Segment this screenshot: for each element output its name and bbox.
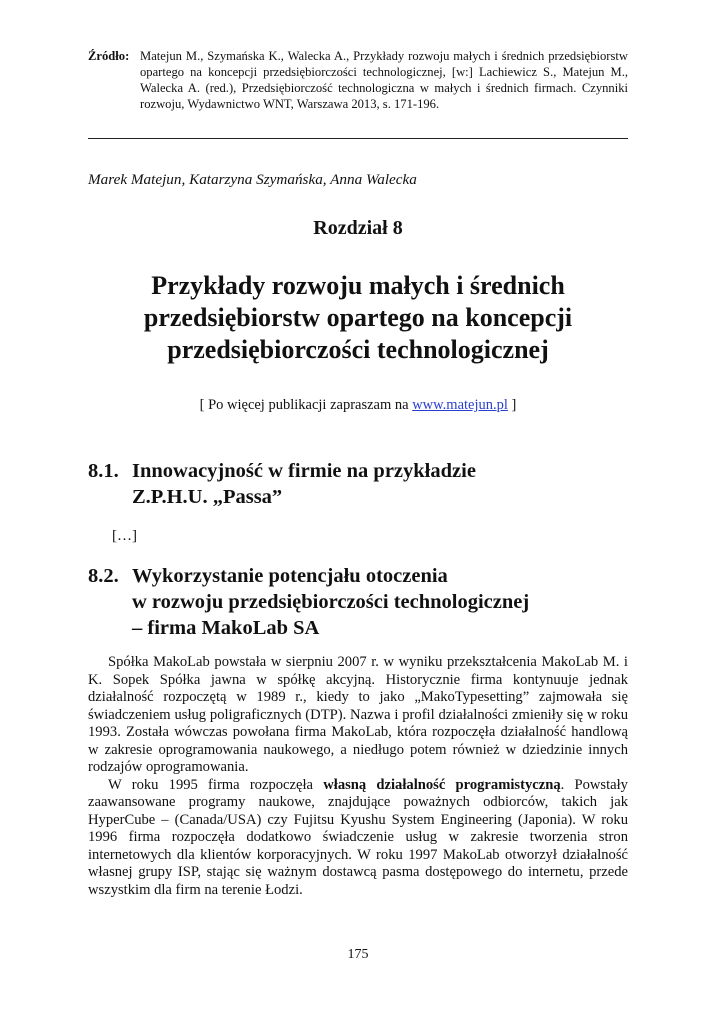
promo-text-before: [ Po więcej publikacji zapraszam na [199, 397, 413, 413]
chapter-label: Rozdział 8 [313, 217, 403, 239]
website-link[interactable]: www.matejun.pl [412, 397, 508, 413]
page-number: 175 [347, 947, 369, 962]
section-title [132, 563, 628, 641]
section-number: 8.1. [88, 460, 119, 482]
paragraph-text: . Powstały zaawansowane programy naukowe, znajdujące poważnych odbiorców, takich jak HyperCube – (Canada/USA) czy Fujitsu Kyushu System Engineering (Japonia). W roku 1996 firma rozpoczęła dodatkowo świadczenie usług w zakresie tworzenia stron internetowych dla klientów korporacyjnych. W roku 1997 MakoLab otworzył działalność własnej grupy ISP, stając się ważnym dostawcą pasma dostępowego do internetu, przede wszystkim dla firm na terenie Łodzi. [88, 776, 628, 898]
omitted-content-marker: […] [112, 528, 137, 544]
promo-text-after: ] [507, 397, 517, 413]
section-number: 8.2. [88, 565, 119, 587]
source-text: Matejun M., Szymańska K., Walecka A., Przykłady rozwoju małych i średnich przedsiębiorstw opartego na koncepcji przedsiębiorczości technologicznej, [w:] Lachiewicz S., Matejun M., Walecka A. (red.), Przedsiębiorczość technologiczna w małych i średnich firmach. Czynniki rozwoju, Wydawnictwo WNT, Warszawa 2013, s. 171-196. [140, 49, 628, 111]
section-title-line: Z.P.H.U. „Passa” [132, 486, 283, 508]
paragraph-emphasis: własną działalność programistyczną [323, 776, 561, 793]
paragraph: Spółka MakoLab powstała w sierpniu 2007 r. w wyniku przekształcenia MakoLab M. i K. Sopek Spółka jawna w spółkę akcyjną. Historycznie firma kontynuuje jednak działalność rozpoczętą w 1989 r., kiedy to jako „MakoTypesetting” zajmowała się świadczeniem usług poligraficznych (DTP). Nazwa i profil działalności zmieniły się w roku 1993. Została wówczas powołana firma MakoLab, która rozpoczęła działalność handlową w zakresie oprogramowania naukowego, a niedługo potem również w dziedzinie innych rodzajów oprogramowania. [88, 654, 628, 775]
chapter-title [88, 270, 628, 366]
section-title-line: Wykorzystanie potencjału otoczenia [132, 565, 448, 587]
header-rule [88, 138, 628, 139]
section-title-line: w rozwoju przedsiębiorczości technologicznej [132, 591, 530, 613]
authors: Marek Matejun, Katarzyna Szymańska, Anna Walecka [88, 171, 417, 188]
section-heading-8-2 [88, 563, 628, 641]
section-title [132, 458, 628, 510]
paragraph-text: W roku 1995 firma rozpoczęła [108, 776, 324, 793]
title-line: przedsiębiorczości technologicznej [167, 335, 549, 364]
promo-note [88, 396, 628, 414]
title-line: przedsiębiorstw opartego na koncepcji [143, 303, 573, 332]
section-title-line: Innowacyjność w firmie na przykładzie [132, 460, 476, 482]
source-label: Źródło: [88, 49, 130, 63]
paragraph [88, 777, 628, 900]
body-text [88, 654, 628, 899]
source-citation [88, 48, 628, 112]
section-heading-8-1 [88, 458, 628, 510]
title-line: Przykłady rozwoju małych i średnich [151, 271, 565, 300]
section-title-line: – firma MakoLab SA [132, 617, 320, 639]
